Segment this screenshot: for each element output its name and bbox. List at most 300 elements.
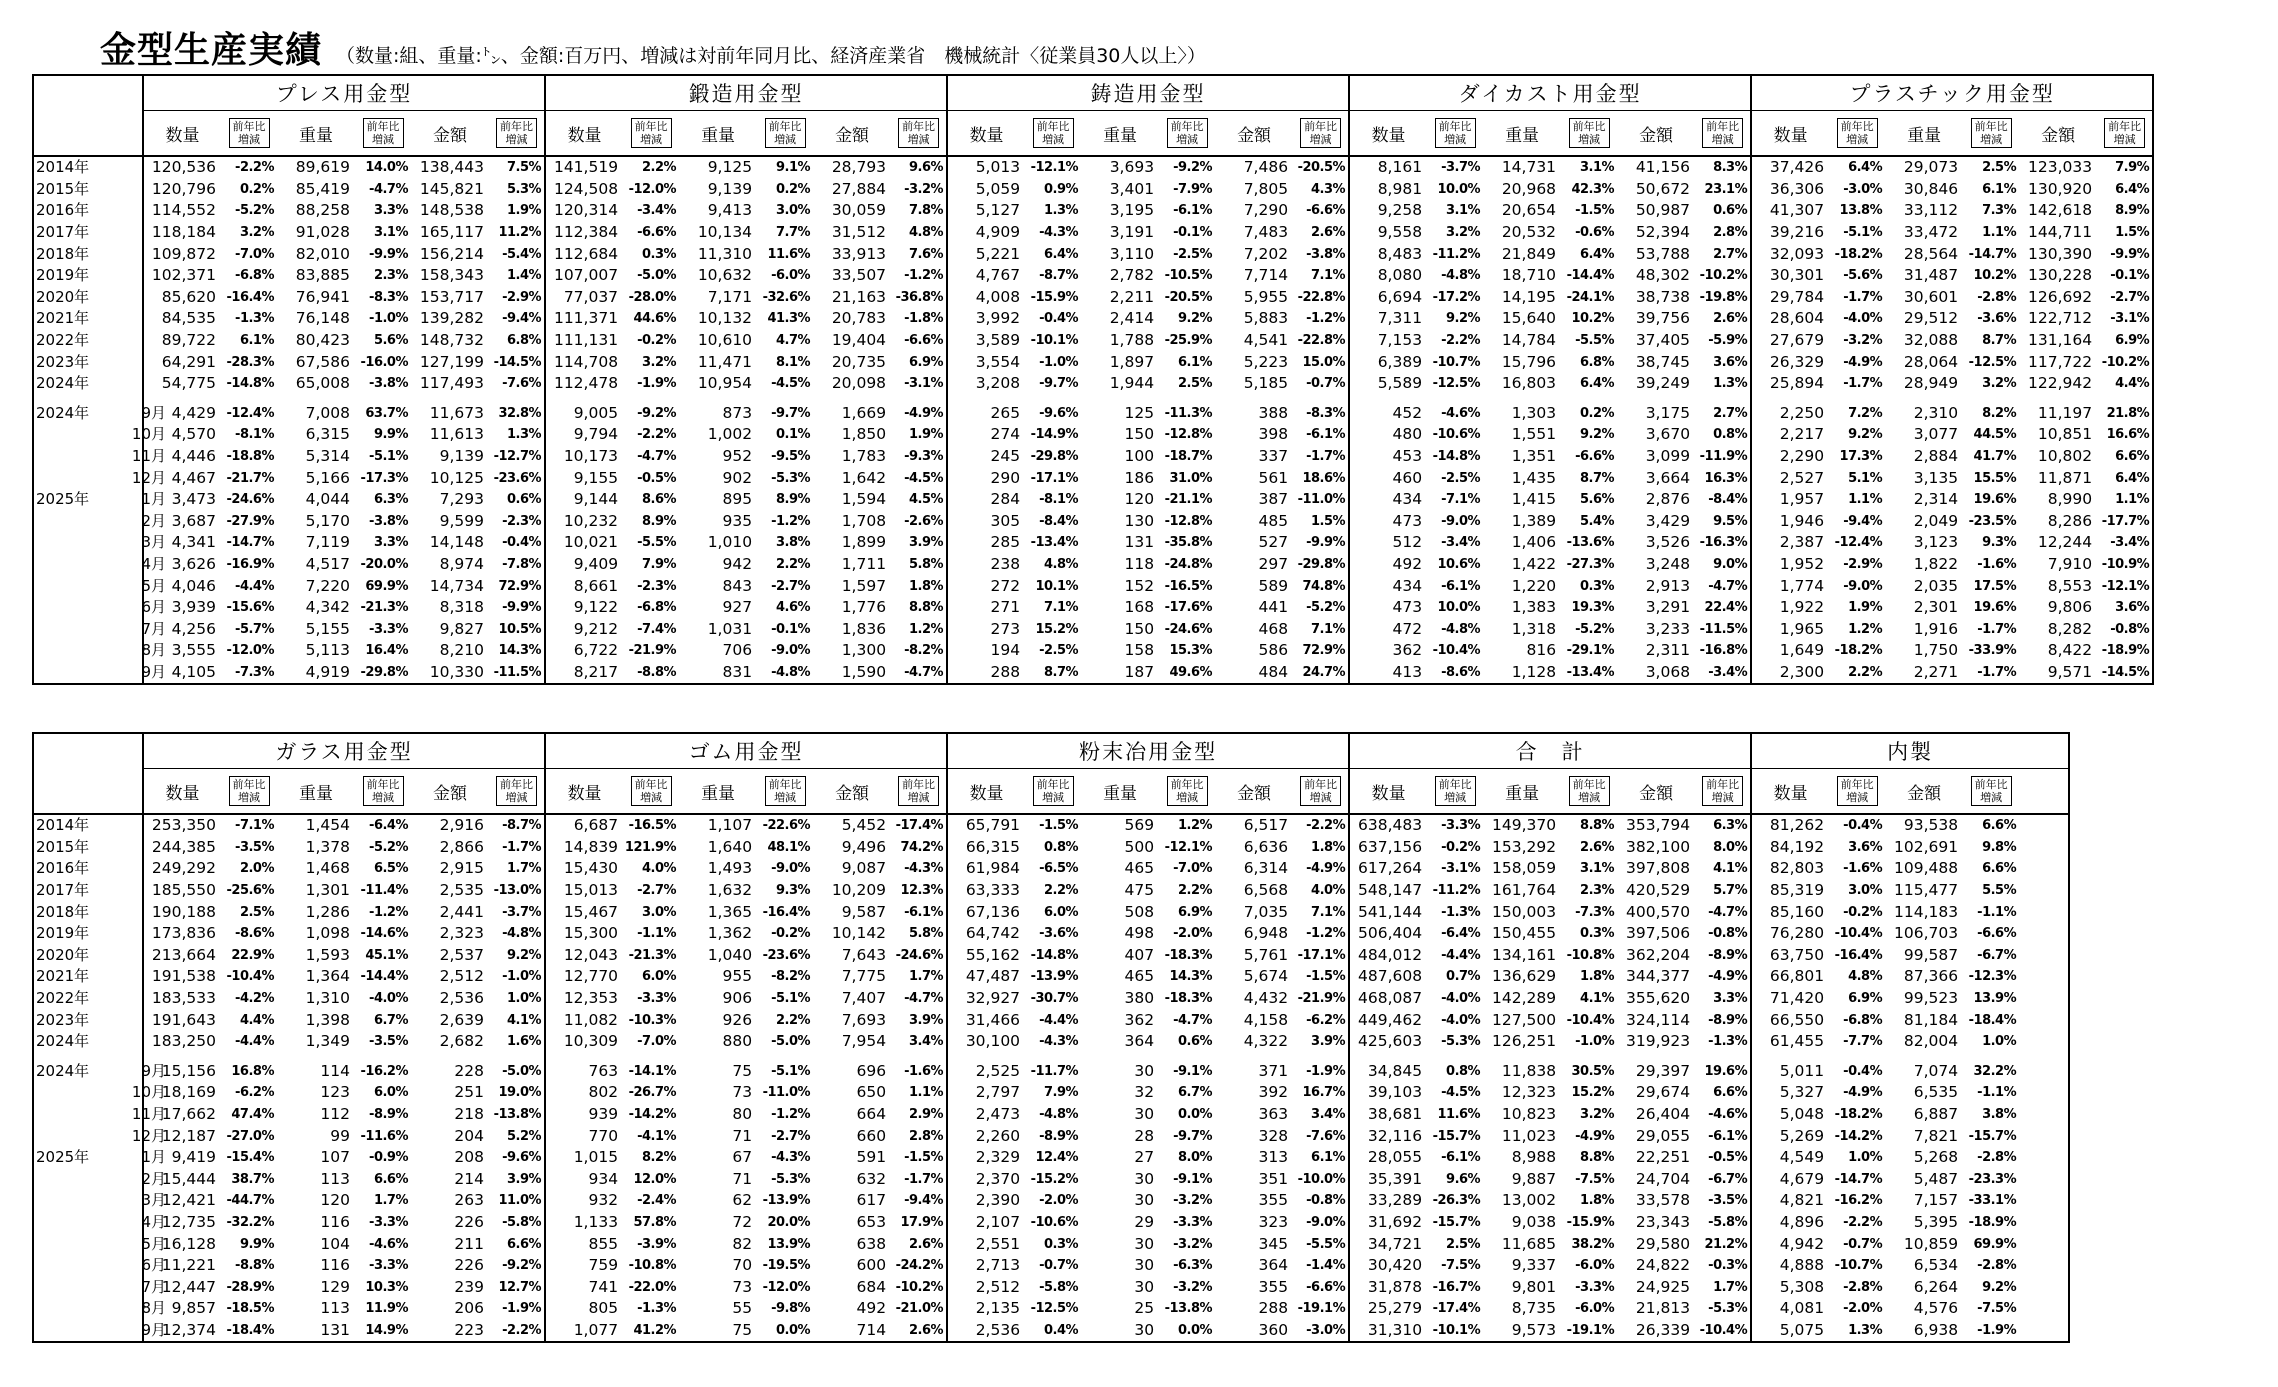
value-cell: 9,827 xyxy=(439,619,484,638)
row-year: 2025年 xyxy=(36,1148,90,1167)
gap-cell xyxy=(947,395,1025,403)
yoy-cell: 32.8% xyxy=(489,403,545,425)
value-cell: 35,391 xyxy=(1349,1169,1427,1191)
value-cell: 239 xyxy=(454,1277,484,1296)
yoy-cell: -5.7% xyxy=(235,621,274,637)
table-row xyxy=(33,880,2069,902)
value-cell: 30 xyxy=(1134,1256,1155,1275)
value-cell: 380 xyxy=(1124,989,1155,1008)
value-cell: 134,161 xyxy=(1491,945,1557,964)
value-cell: 150 xyxy=(1124,619,1155,638)
yoy-cell: -10.0% xyxy=(1293,1169,1349,1191)
value-cell: 1,349 xyxy=(305,1032,350,1051)
column-header-amount: 金額 xyxy=(411,111,489,157)
value-cell: 2,916 xyxy=(439,816,484,835)
yoy-cell: 8.7% xyxy=(1580,470,1615,486)
value-cell: 4,549 xyxy=(1751,1147,1829,1169)
value-cell: 9,587 xyxy=(841,902,887,921)
table-row xyxy=(33,308,2153,330)
value-cell: 7,220 xyxy=(305,576,350,595)
value-cell: 29,512 xyxy=(1903,309,1959,328)
value-cell: 512 xyxy=(1349,532,1427,554)
yoy-cell: -4.3% xyxy=(891,858,947,880)
value-cell: 122,942 xyxy=(2028,374,2093,393)
spacer xyxy=(2019,1125,2069,1147)
yoy-cell: 8.7% xyxy=(1025,662,1081,685)
yoy-cell: 2.2% xyxy=(1044,883,1079,899)
value-cell: 12,323 xyxy=(1501,1083,1557,1102)
value-cell: 7,202 xyxy=(1243,244,1289,263)
value-cell: 10,309 xyxy=(545,1031,623,1053)
yoy-cell: 1.7% xyxy=(373,1193,408,1209)
value-cell: 2,260 xyxy=(947,1125,1025,1147)
yoy-label xyxy=(765,776,806,806)
value-cell: 120 xyxy=(1124,490,1155,509)
yoy-cell: 8.2% xyxy=(1982,405,2017,421)
value-cell: 249,292 xyxy=(143,858,221,880)
yoy-cell: 2.5% xyxy=(1178,376,1213,392)
yoy-cell: -3.4% xyxy=(637,203,677,219)
gap-cell xyxy=(545,1053,623,1061)
value-cell: 47,487 xyxy=(947,966,1025,988)
yoy-cell: -0.8% xyxy=(1293,1190,1349,1212)
value-cell: 120,314 xyxy=(545,200,623,222)
group-header: ガラス用金型 xyxy=(143,733,545,769)
row-gap xyxy=(33,1053,143,1061)
column-header-yoy xyxy=(1695,769,1751,815)
yoy-cell: -0.4% xyxy=(1039,311,1079,327)
yoy-cell: 6.1% xyxy=(1982,181,2017,197)
value-cell: 2,876 xyxy=(1645,490,1691,509)
table-row xyxy=(33,923,2069,945)
value-cell: 1,711 xyxy=(841,554,887,573)
value-cell: 664 xyxy=(856,1105,887,1124)
yoy-cell: 12.4% xyxy=(1035,1150,1079,1166)
value-cell: 4,341 xyxy=(143,532,221,554)
yoy-cell: -24.6% xyxy=(891,945,947,967)
value-cell: 10,021 xyxy=(545,532,623,554)
yoy-cell: 1.7% xyxy=(489,858,545,880)
value-cell: 9,125 xyxy=(707,158,753,177)
yoy-cell: 7.1% xyxy=(1293,901,1349,923)
yoy-cell: -6.5% xyxy=(1039,861,1079,877)
yoy-cell: 3.2% xyxy=(239,225,274,241)
yoy-label-line2: 増減 xyxy=(1444,133,1467,146)
yoy-cell: 10.5% xyxy=(489,618,545,640)
yoy-label xyxy=(229,118,270,148)
row-label xyxy=(33,945,143,967)
yoy-cell: -4.7% xyxy=(369,181,408,197)
value-cell: 10,232 xyxy=(545,511,623,533)
value-cell: 152 xyxy=(1124,576,1155,595)
value-cell: 3,099 xyxy=(1645,447,1691,466)
yoy-cell: 1.0% xyxy=(1982,1034,2017,1050)
yoy-cell: -12.3% xyxy=(1968,969,2017,985)
gap-cell xyxy=(277,1053,355,1061)
yoy-cell: -2.8% xyxy=(1977,1150,2017,1166)
yoy-cell: -5.0% xyxy=(771,1034,811,1050)
value-cell: 1,899 xyxy=(841,533,887,552)
gap-cell xyxy=(891,1053,947,1061)
yoy-cell: 9.2% xyxy=(1982,1279,2017,1295)
yoy-cell: -3.2% xyxy=(1173,1279,1213,1295)
yoy-cell: 6.1% xyxy=(1293,1147,1349,1169)
yoy-cell: -1.6% xyxy=(891,1061,947,1083)
yoy-label-line2: 増減 xyxy=(1444,791,1467,804)
yoy-cell: -9.0% xyxy=(771,861,811,877)
value-cell: 168 xyxy=(1124,598,1155,617)
yoy-cell: -2.7% xyxy=(637,883,677,899)
value-cell: 397,506 xyxy=(1625,924,1691,943)
yoy-cell: -8.9% xyxy=(1695,1009,1751,1031)
value-cell: 2,035 xyxy=(1913,576,1959,595)
yoy-cell: -4.8% xyxy=(1441,268,1481,284)
value-cell: 5,013 xyxy=(947,156,1025,179)
value-cell: 8,286 xyxy=(2047,511,2093,530)
yoy-cell: 21.2% xyxy=(1695,1233,1751,1255)
table-row xyxy=(33,424,2153,446)
yoy-cell: 1.6% xyxy=(489,1031,545,1053)
yoy-cell: -2.2% xyxy=(489,1320,545,1343)
yoy-cell: -15.4% xyxy=(226,1150,274,1166)
yoy-cell: -3.3% xyxy=(369,621,408,637)
yoy-label-line2: 増減 xyxy=(1176,791,1199,804)
row-month: 10月 xyxy=(131,425,166,444)
value-cell: 1,946 xyxy=(1751,511,1829,533)
yoy-cell: -14.2% xyxy=(628,1107,677,1123)
yoy-cell: -17.3% xyxy=(360,470,408,486)
yoy-cell: 3.0% xyxy=(642,904,677,920)
yoy-cell: 2.2% xyxy=(776,1012,811,1028)
value-cell: 4,576 xyxy=(1913,1299,1959,1318)
yoy-cell: 9.6% xyxy=(1446,1171,1481,1187)
yoy-cell: -2.5% xyxy=(1441,470,1481,486)
yoy-cell: -9.4% xyxy=(1843,513,1883,529)
value-cell: 211 xyxy=(454,1234,484,1253)
value-cell: 30,100 xyxy=(947,1031,1025,1053)
yoy-cell: 6.4% xyxy=(1580,246,1615,262)
row-label xyxy=(33,373,143,395)
value-cell: 434 xyxy=(1349,489,1427,511)
value-cell: 112,684 xyxy=(545,243,623,265)
yoy-label-line2: 増減 xyxy=(1042,133,1065,146)
value-cell: 353,794 xyxy=(1625,816,1691,835)
row-label xyxy=(33,1082,166,1104)
value-cell: 28,064 xyxy=(1903,352,1959,371)
value-cell: 150,003 xyxy=(1491,902,1557,921)
row-month: 2月 xyxy=(141,511,166,530)
yoy-cell: -10.5% xyxy=(1164,268,1213,284)
value-cell: 4,909 xyxy=(947,222,1025,244)
gap-cell xyxy=(679,1053,757,1061)
value-cell: 1,649 xyxy=(1751,640,1829,662)
value-cell: 805 xyxy=(545,1298,623,1320)
yoy-cell: -15.2% xyxy=(1030,1171,1079,1187)
value-cell: 126,692 xyxy=(2028,287,2093,306)
yoy-cell: -24.8% xyxy=(1164,556,1213,572)
yoy-cell: -1.0% xyxy=(1575,1034,1615,1050)
yoy-cell: -1.3% xyxy=(1441,904,1481,920)
yoy-cell: -11.5% xyxy=(1695,618,1751,640)
yoy-cell: 4.1% xyxy=(1580,991,1615,1007)
column-header-weight: 重量 xyxy=(277,111,355,157)
yoy-cell: -3.4% xyxy=(1695,662,1751,685)
yoy-cell: -0.2% xyxy=(637,333,677,349)
value-cell: 934 xyxy=(545,1169,623,1191)
value-cell: 9,571 xyxy=(2019,662,2097,685)
column-header-qty: 数量 xyxy=(947,769,1025,815)
yoy-cell: -11.4% xyxy=(360,883,408,899)
yoy-cell: 9.1% xyxy=(776,160,811,176)
row-year: 2018年 xyxy=(36,244,90,263)
gap-cell xyxy=(1215,395,1293,403)
yoy-cell: -5.3% xyxy=(1695,1298,1751,1320)
value-cell: 85,419 xyxy=(295,179,350,198)
gap-cell xyxy=(1293,1053,1349,1061)
yoy-cell: -5.1% xyxy=(369,449,408,465)
yoy-label xyxy=(363,118,404,148)
gap-cell xyxy=(1349,1053,1427,1061)
yoy-cell: -4.8% xyxy=(489,923,545,945)
row-label xyxy=(33,618,166,640)
group-header: 鍛造用金型 xyxy=(545,75,947,111)
value-cell: 452 xyxy=(1349,403,1427,425)
value-cell: 508 xyxy=(1124,902,1155,921)
value-cell: 17,662 xyxy=(143,1104,221,1126)
row-label xyxy=(33,222,143,244)
yoy-cell: -23.5% xyxy=(1968,513,2017,529)
yoy-cell: -0.4% xyxy=(489,532,545,554)
column-header-yoy xyxy=(891,769,947,815)
yoy-cell: 0.1% xyxy=(776,427,811,443)
value-cell: 76,148 xyxy=(295,309,350,328)
yoy-cell: 6.9% xyxy=(891,351,947,373)
column-header-weight: 重量 xyxy=(1483,111,1561,157)
row-label xyxy=(33,287,143,309)
value-cell: 253,350 xyxy=(143,814,221,837)
yoy-cell: -4.4% xyxy=(235,578,274,594)
yoy-cell: -1.9% xyxy=(1293,1061,1349,1083)
yoy-cell: 16.8% xyxy=(231,1063,274,1079)
yoy-label xyxy=(631,118,672,148)
spacer xyxy=(2019,858,2069,880)
yoy-label-line1: 前年比 xyxy=(500,778,534,791)
yoy-cell: -2.3% xyxy=(637,578,677,594)
value-cell: 11,221 xyxy=(143,1255,221,1277)
yoy-cell: -3.3% xyxy=(1575,1279,1615,1295)
column-header-yoy xyxy=(1561,769,1617,815)
yoy-cell: 6.0% xyxy=(642,969,677,985)
yoy-cell: -14.4% xyxy=(1566,268,1615,284)
value-cell: 1,398 xyxy=(305,1010,350,1029)
value-cell: 10,330 xyxy=(411,662,489,685)
value-cell: 12,353 xyxy=(545,988,623,1010)
yoy-cell: 0.2% xyxy=(776,181,811,197)
yoy-cell: 6.0% xyxy=(1044,904,1079,920)
value-cell: 2,049 xyxy=(1913,511,1959,530)
table-row xyxy=(33,575,2153,597)
yoy-cell: -4.7% xyxy=(1695,575,1751,597)
value-cell: 1,952 xyxy=(1751,554,1829,576)
value-cell: 11,838 xyxy=(1501,1061,1557,1080)
group-header: 合 計 xyxy=(1349,733,1751,769)
row-year: 2024年 xyxy=(36,1061,90,1080)
table-row xyxy=(33,1082,2069,1104)
yoy-cell: -3.8% xyxy=(369,513,408,529)
yoy-cell: -5.3% xyxy=(771,470,811,486)
value-cell: 130,228 xyxy=(2028,266,2093,285)
value-cell: 114,183 xyxy=(1894,902,1959,921)
value-cell: 506,404 xyxy=(1349,923,1427,945)
value-cell: 131 xyxy=(1124,533,1155,552)
value-cell: 5,327 xyxy=(1751,1082,1829,1104)
yoy-cell: -6.1% xyxy=(1173,203,1213,219)
value-cell: 7,035 xyxy=(1243,902,1289,921)
yoy-cell: 9.2% xyxy=(1178,311,1213,327)
row-label xyxy=(33,1320,166,1343)
value-cell: 7,407 xyxy=(841,989,887,1008)
yoy-cell: -14.1% xyxy=(628,1063,677,1079)
value-cell: 226 xyxy=(454,1256,484,1275)
value-cell: 344,377 xyxy=(1625,967,1691,986)
yoy-cell: -9.0% xyxy=(1441,513,1481,529)
row-year: 2017年 xyxy=(36,881,90,900)
yoy-cell: 30.5% xyxy=(1571,1063,1615,1079)
value-cell: 3,526 xyxy=(1645,533,1691,552)
yoy-cell: -0.2% xyxy=(1843,904,1883,920)
row-year: 2023年 xyxy=(36,352,90,371)
value-cell: 4,342 xyxy=(305,598,350,617)
yoy-label xyxy=(1167,776,1208,806)
title-subtitle: （数量:組、重量:㌧、金額:百万円、増減は対前年同月比、経済産業省 機械統計〈従業員30人以上〉） xyxy=(336,45,1206,67)
yoy-cell: 4.0% xyxy=(642,861,677,877)
table-lower xyxy=(32,732,2070,1343)
yoy-cell: -2.8% xyxy=(1977,1258,2017,1274)
yoy-cell: 32.2% xyxy=(1973,1063,2017,1079)
yoy-cell: -13.9% xyxy=(1030,969,1079,985)
value-cell: 684 xyxy=(856,1277,887,1296)
yoy-label-line1: 前年比 xyxy=(634,120,668,133)
value-cell: 125 xyxy=(1124,403,1155,422)
value-cell: 183,533 xyxy=(143,988,221,1010)
yoy-cell: -21.9% xyxy=(1293,988,1349,1010)
row-month: 7月 xyxy=(141,619,166,638)
yoy-cell: -10.9% xyxy=(2097,554,2153,576)
value-cell: 2,536 xyxy=(947,1320,1025,1343)
yoy-cell: -4.7% xyxy=(637,449,677,465)
table-row xyxy=(33,489,2153,511)
value-cell: 2,135 xyxy=(947,1298,1025,1320)
yoy-cell: -7.9% xyxy=(1173,181,1213,197)
value-cell: 591 xyxy=(856,1148,887,1167)
value-cell: 27,884 xyxy=(831,179,887,198)
value-cell: 39,756 xyxy=(1635,309,1691,328)
yoy-cell: 9.5% xyxy=(1695,511,1751,533)
yoy-cell: -7.5% xyxy=(1977,1301,2017,1317)
column-header-qty: 数量 xyxy=(1349,769,1427,815)
yoy-cell: -6.6% xyxy=(1293,1276,1349,1298)
value-cell: 91,028 xyxy=(295,223,350,242)
yoy-label-line1: 前年比 xyxy=(1840,120,1874,133)
table-row xyxy=(33,243,2153,265)
value-cell: 10,802 xyxy=(2037,447,2093,466)
gap-cell xyxy=(1751,395,1829,403)
yoy-cell: 4.3% xyxy=(1293,179,1349,201)
yoy-cell: -4.5% xyxy=(891,467,947,489)
yoy-cell: -5.8% xyxy=(1039,1279,1079,1295)
value-cell: 589 xyxy=(1258,576,1289,595)
value-cell: 20,783 xyxy=(831,309,887,328)
yoy-cell: -9.7% xyxy=(1039,376,1079,392)
column-header-amount: 金額 xyxy=(1617,769,1695,815)
value-cell: 33,578 xyxy=(1635,1191,1691,1210)
value-cell: 9,887 xyxy=(1511,1169,1557,1188)
yoy-cell: -25.9% xyxy=(1164,333,1213,349)
yoy-cell: 0.0% xyxy=(757,1320,813,1343)
yoy-cell: -6.6% xyxy=(1293,200,1349,222)
value-cell: 120 xyxy=(320,1191,350,1210)
value-cell: 362 xyxy=(1349,640,1427,662)
yoy-label xyxy=(363,776,404,806)
gap-cell xyxy=(1695,395,1751,403)
yoy-label xyxy=(1167,118,1208,148)
column-header-amount: 金額 xyxy=(1215,769,1293,815)
yoy-label-line2: 増減 xyxy=(1846,791,1869,804)
yoy-cell: -11.0% xyxy=(762,1085,811,1101)
yoy-cell: 7.7% xyxy=(776,225,811,241)
yoy-cell: -6.1% xyxy=(891,901,947,923)
yoy-cell: -10.4% xyxy=(1834,926,1883,942)
yoy-cell: 14.9% xyxy=(355,1320,411,1343)
value-cell: 2,915 xyxy=(439,859,484,878)
yoy-cell: -1.7% xyxy=(1963,662,2019,685)
value-cell: 11,613 xyxy=(429,425,484,444)
row-label xyxy=(33,988,143,1010)
row-month: 2月 xyxy=(141,1169,166,1188)
row-month: 3月 xyxy=(141,533,166,552)
yoy-cell: -1.5% xyxy=(1039,818,1079,834)
value-cell: 71 xyxy=(732,1126,753,1145)
value-cell: 10,954 xyxy=(697,374,753,393)
value-cell: 2,250 xyxy=(1751,403,1829,425)
yoy-label-line2: 増減 xyxy=(640,133,663,146)
value-cell: 32,116 xyxy=(1349,1125,1427,1147)
value-cell: 64,742 xyxy=(947,923,1025,945)
yoy-cell: 15.2% xyxy=(1571,1085,1615,1101)
value-cell: 15,156 xyxy=(143,1061,221,1083)
yoy-cell: 8.0% xyxy=(1695,837,1751,859)
yoy-cell: -5.2% xyxy=(369,839,408,855)
value-cell: 136,629 xyxy=(1491,967,1557,986)
row-label xyxy=(33,1009,143,1031)
value-cell: 10,632 xyxy=(697,266,753,285)
value-cell: 5,048 xyxy=(1751,1104,1829,1126)
value-cell: 4,570 xyxy=(143,424,221,446)
value-cell: 1,406 xyxy=(1511,533,1557,552)
value-cell: 2,370 xyxy=(947,1169,1025,1191)
yoy-label-line1: 前年比 xyxy=(1974,120,2008,133)
value-cell: 29,055 xyxy=(1635,1126,1691,1145)
gap-cell xyxy=(757,1053,813,1061)
yoy-cell: -9.1% xyxy=(1173,1171,1213,1187)
yoy-cell: -3.2% xyxy=(1843,333,1883,349)
yoy-cell: -5.8% xyxy=(489,1212,545,1234)
yoy-label xyxy=(1300,776,1341,806)
yoy-cell: -1.2% xyxy=(891,265,947,287)
column-header-yoy xyxy=(1159,111,1215,157)
value-cell: 20,654 xyxy=(1501,201,1557,220)
yoy-cell: -16.5% xyxy=(628,818,677,834)
